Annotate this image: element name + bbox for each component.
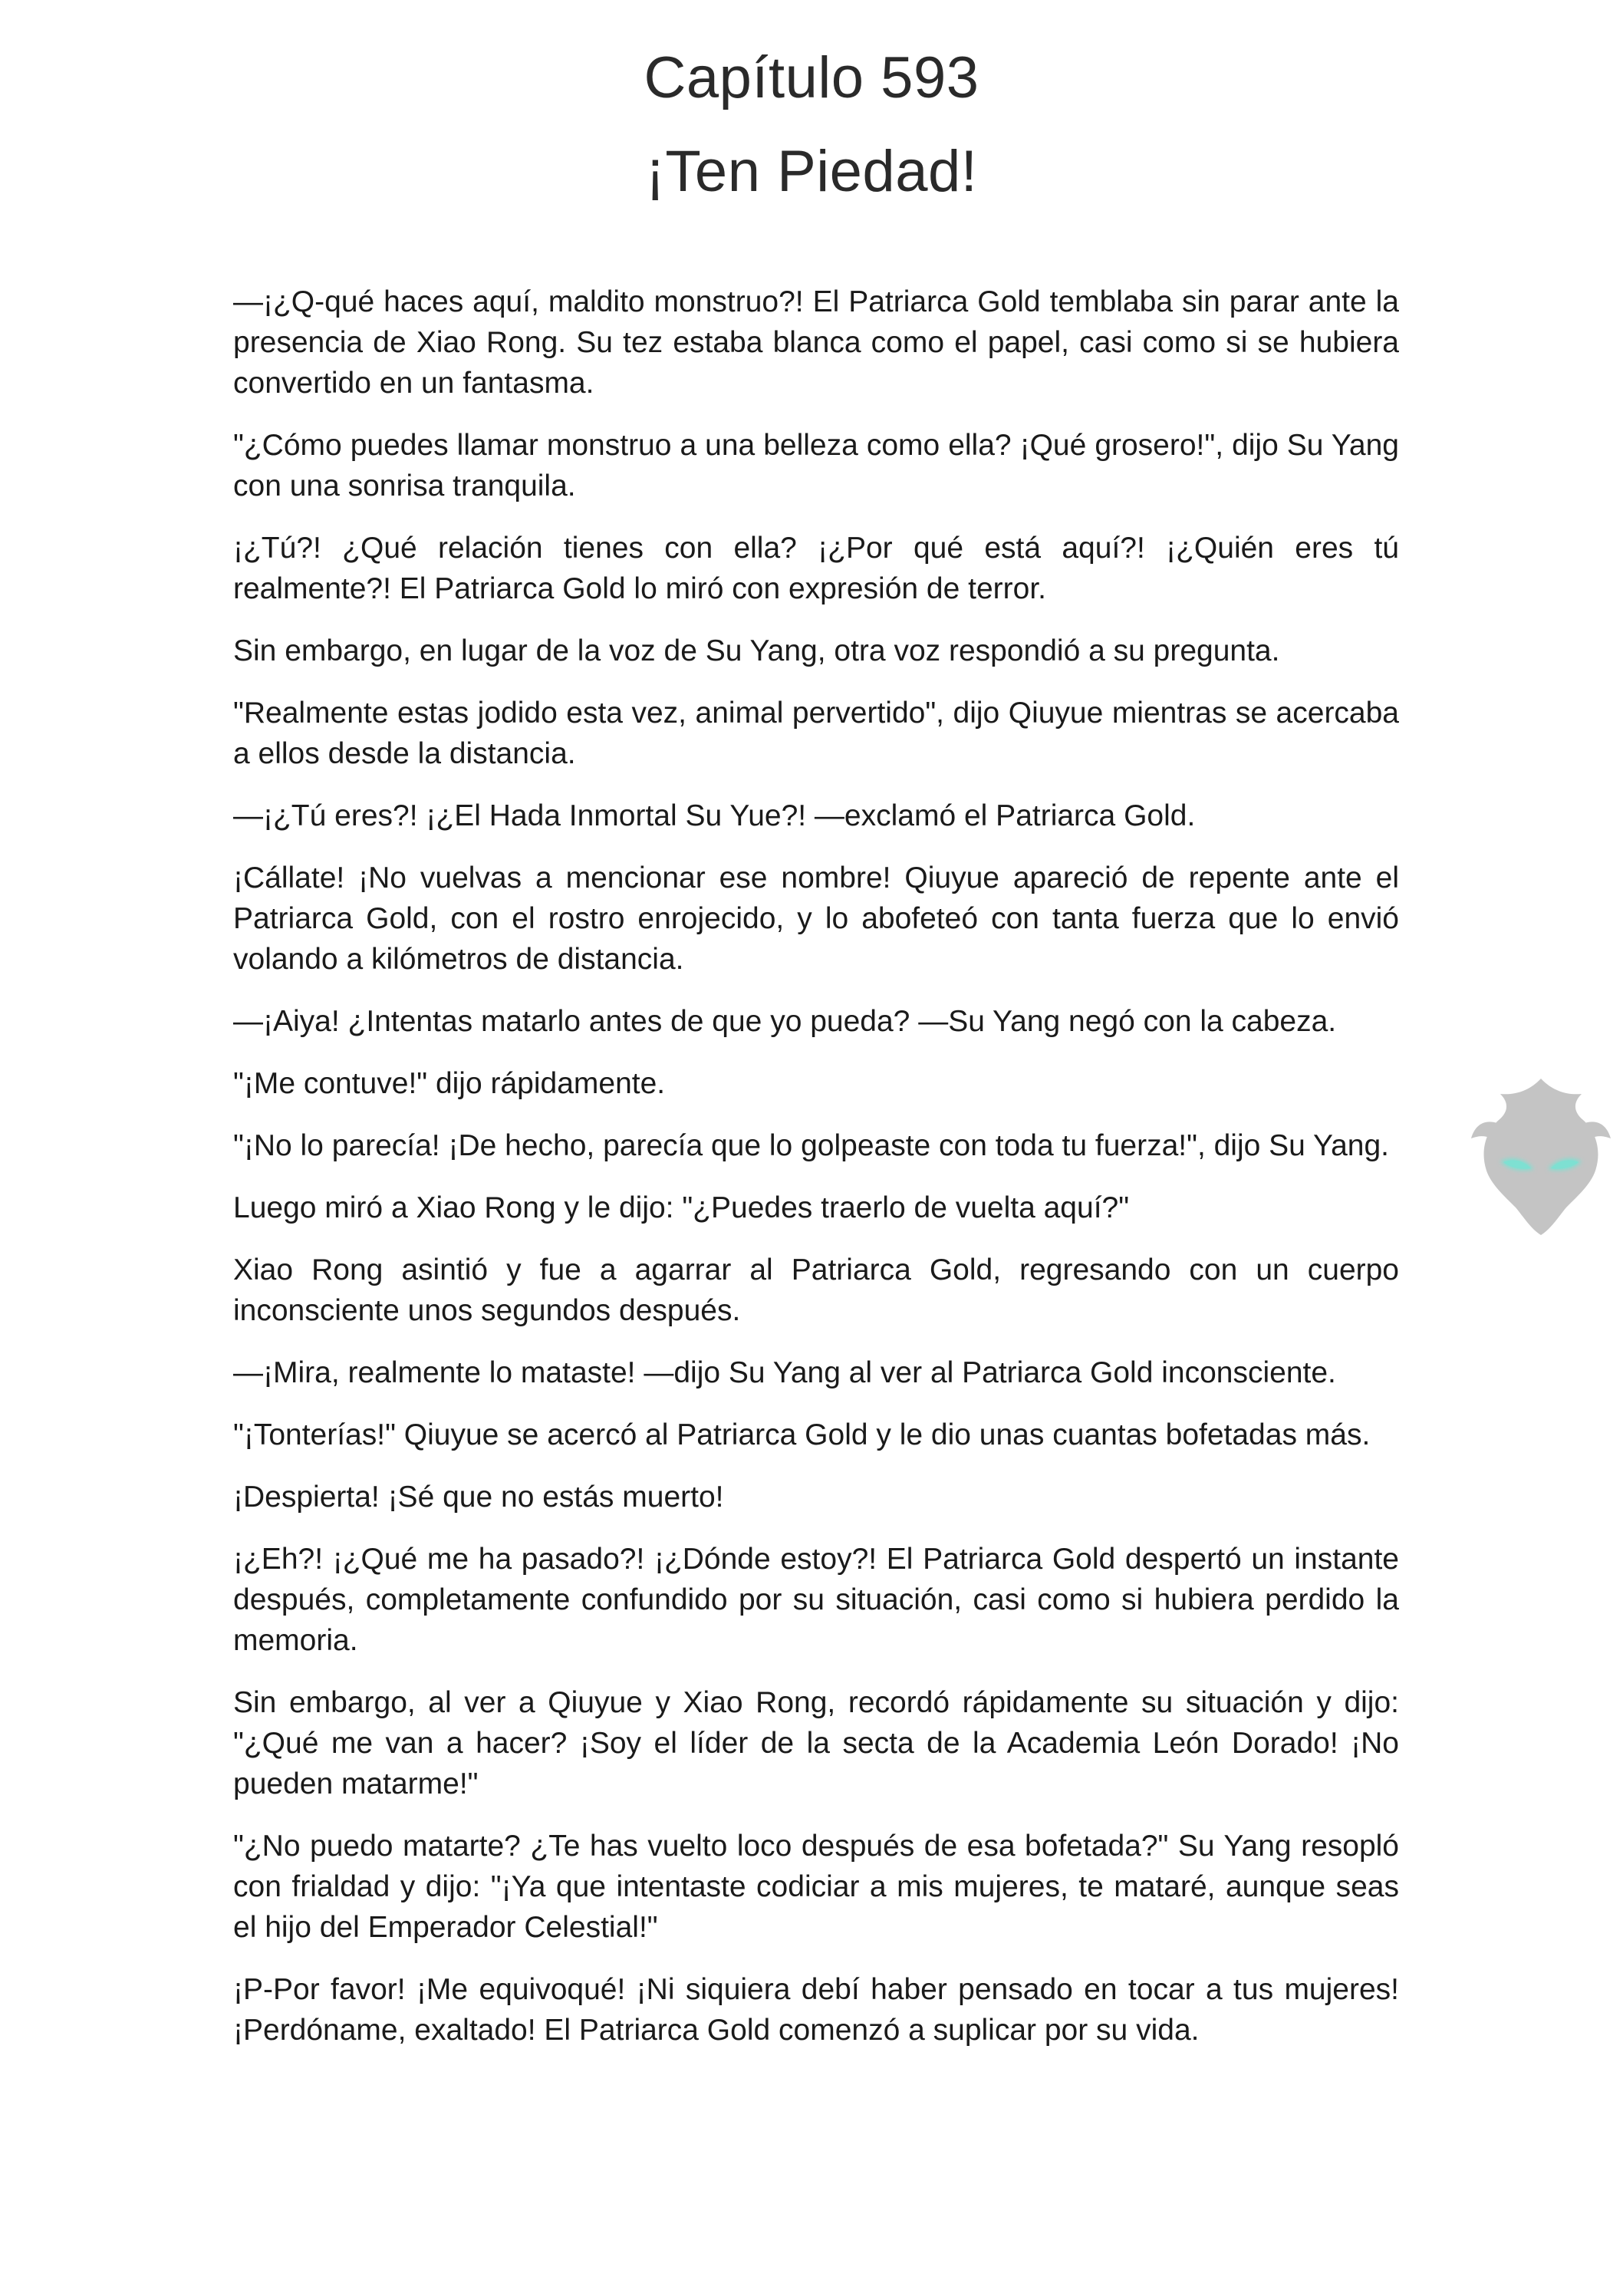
paragraph: ¡¿Eh?! ¡¿Qué me ha pasado?! ¡¿Dónde estoy?! El Patriarca Gold despertó un instante después, completamente confundido por su situación, casi como si hubiera perdido la memoria. xyxy=(233,1543,1399,1657)
paragraph: Sin embargo, en lugar de la voz de Su Yang, otra voz respondió a su pregunta. xyxy=(233,634,1280,667)
chapter-title: Capítulo 593 xyxy=(644,45,979,110)
paragraph: Xiao Rong asintió y fue a agarrar al Patriarca Gold, regresando con un cuerpo inconsciente unos segundos después. xyxy=(233,1253,1399,1327)
paragraph: Luego miró a Xiao Rong y le dijo: "¿Puedes traerlo de vuelta aquí?" xyxy=(233,1191,1130,1224)
paragraph: "Realmente estas jodido esta vez, animal pervertido", dijo Qiuyue mientras se acercaba a ellos desde la distancia. xyxy=(233,697,1399,770)
paragraph: —¡Aiya! ¿Intentas matarlo antes de que yo pueda? —Su Yang negó con la cabeza. xyxy=(233,1005,1337,1038)
paragraph: ¡¿Tú?! ¿Qué relación tienes con ella? ¡¿Por qué está aquí?! ¡¿Quién eres tú realmente?! El Patriarca Gold lo miró con expresión de terror. xyxy=(233,532,1399,605)
paragraph: "¿No puedo matarte? ¿Te has vuelto loco después de esa bofetada?" Su Yang resopló con frialdad y dijo: "¡Ya que intentaste codiciar a mis mujeres, te mataré, aunque seas el hijo del Emperador Celestial!" xyxy=(233,1830,1399,1944)
chapter-subtitle: ¡Ten Piedad! xyxy=(645,139,978,204)
paragraph: "¡Me contuve!" dijo rápidamente. xyxy=(233,1067,666,1100)
paragraph: ¡P-Por favor! ¡Me equivoqué! ¡Ni siquiera debí haber pensado en tocar a tus mujeres! ¡Perdóname, exaltado! El Patriarca Gold comenzó a suplicar por su vida. xyxy=(233,1973,1399,2047)
paragraph: ¡Despierta! ¡Sé que no estás muerto! xyxy=(233,1481,724,1514)
paragraph: —¡¿Q-qué haces aquí, maldito monstruo?! El Patriarca Gold temblaba sin parar ante la presencia de Xiao Rong. Su tez estaba blanca como el papel, casi como si se hubiera convertido en un fantasma. xyxy=(233,285,1399,400)
paragraph: Sin embargo, al ver a Qiuyue y Xiao Rong, recordó rápidamente su situación y dijo: "¿Qué me van a hacer? ¡Soy el líder de la secta de la Academia León Dorado! ¡No pueden matarme!" xyxy=(233,1686,1399,1800)
chapter-body xyxy=(233,282,1399,2072)
paragraph: "¡Tonterías!" Qiuyue se acercó al Patriarca Gold y le dio unas cuantas bofetadas más. xyxy=(233,1418,1371,1451)
paragraph: ¡Cállate! ¡No vuelvas a mencionar ese nombre! Qiuyue apareció de repente ante el Patriarca Gold, con el rostro enrojecido, y lo abofeteó con tanta fuerza que lo envió volando a kilómetros de distancia. xyxy=(233,861,1399,976)
chapter-header xyxy=(0,40,1623,227)
demon-head-icon xyxy=(1470,1072,1612,1238)
paragraph: —¡¿Tú eres?! ¡¿El Hada Inmortal Su Yue?! —exclamó el Patriarca Gold. xyxy=(233,799,1196,832)
paragraph: "¡No lo parecía! ¡De hecho, parecía que lo golpeaste con toda tu fuerza!", dijo Su Yang. xyxy=(233,1129,1390,1162)
paragraph: "¿Cómo puedes llamar monstruo a una belleza como ella? ¡Qué grosero!", dijo Su Yang con una sonrisa tranquila. xyxy=(233,429,1399,502)
paragraph: —¡Mira, realmente lo mataste! —dijo Su Yang al ver al Patriarca Gold inconsciente. xyxy=(233,1356,1336,1389)
